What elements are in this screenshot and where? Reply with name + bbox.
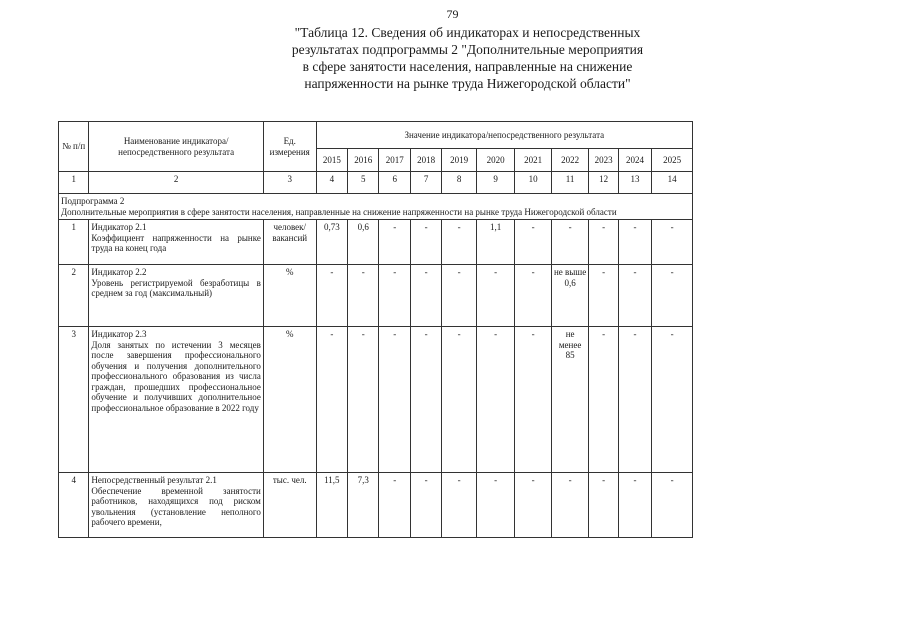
column-number: 14	[652, 172, 693, 194]
row-value: 0,6	[348, 220, 379, 265]
row-value: -	[618, 473, 651, 538]
row-value: -	[476, 473, 515, 538]
header-year: 2019	[442, 149, 476, 172]
column-number: 4	[316, 172, 347, 194]
header-year: 2025	[652, 149, 693, 172]
header-year: 2016	[348, 149, 379, 172]
row-value: -	[589, 265, 618, 327]
row-value: -	[442, 327, 476, 473]
row-text: Уровень регистрируемой безработицы в среднем за год (максимальный)	[91, 277, 261, 298]
row-label: Индикатор 2.2	[91, 267, 147, 277]
row-value: -	[410, 265, 441, 327]
row-name	[89, 473, 263, 538]
title-line: "Таблица 12. Сведения об индикаторах и непосредственных	[294, 25, 641, 40]
header-year: 2018	[410, 149, 441, 172]
title-line: в сфере занятости населения, направленные на снижение	[302, 59, 633, 74]
subprogram-cell	[59, 194, 693, 220]
row-value: -	[379, 220, 410, 265]
row-value: -	[589, 327, 618, 473]
row-value: -	[379, 265, 410, 327]
subprogram-row	[59, 194, 693, 220]
row-value: -	[618, 220, 651, 265]
column-number: 6	[379, 172, 410, 194]
column-number: 1	[59, 172, 89, 194]
column-number: 7	[410, 172, 441, 194]
indicators-table	[58, 121, 693, 538]
column-number: 11	[551, 172, 589, 194]
header-year: 2017	[379, 149, 410, 172]
row-name	[89, 327, 263, 473]
row-value: -	[652, 220, 693, 265]
row-value: -	[551, 220, 589, 265]
row-value: 7,3	[348, 473, 379, 538]
row-value: -	[316, 265, 347, 327]
header-year: 2015	[316, 149, 347, 172]
column-number: 12	[589, 172, 618, 194]
row-value: -	[515, 327, 552, 473]
row-value: -	[515, 473, 552, 538]
row-label: Непосредственный результат 2.1	[91, 475, 217, 485]
column-number: 2	[89, 172, 263, 194]
document-title	[180, 24, 755, 92]
column-number: 5	[348, 172, 379, 194]
row-label: Индикатор 2.1	[91, 222, 147, 232]
row-num: 1	[59, 220, 89, 265]
row-value: не менее 85	[551, 327, 589, 473]
row-value: -	[589, 220, 618, 265]
header-year: 2023	[589, 149, 618, 172]
header-year: 2024	[618, 149, 651, 172]
header-unit: Ед. измерения	[263, 122, 316, 172]
table-row	[59, 327, 693, 473]
row-value: 11,5	[316, 473, 347, 538]
row-num: 3	[59, 327, 89, 473]
row-value: -	[379, 473, 410, 538]
row-value: 1,1	[476, 220, 515, 265]
row-value: -	[652, 265, 693, 327]
row-value: -	[652, 327, 693, 473]
row-value: -	[442, 265, 476, 327]
table-row	[59, 220, 693, 265]
title-line: результатах подпрограммы 2 "Дополнительные мероприятия	[291, 42, 644, 57]
header-year: 2020	[476, 149, 515, 172]
header-year: 2022	[551, 149, 589, 172]
row-value: -	[476, 265, 515, 327]
row-text: Доля занятых по истечении 3 месяцев после завершения профессионального обучения и получения дополнительного профессионального образования из числа граждан, прошедших профессиональное обучение и получивших дополнительное профессиональное образование в 2022 году	[91, 339, 261, 413]
row-label: Индикатор 2.3	[91, 329, 147, 339]
row-value: -	[348, 265, 379, 327]
row-num: 2	[59, 265, 89, 327]
table-row	[59, 265, 693, 327]
header-num: № п/п	[59, 122, 89, 172]
row-text: Обеспечение временной занятости работников, находящихся под риском увольнения (установление неполного рабочего времени,	[91, 485, 261, 527]
row-name	[89, 265, 263, 327]
row-value: -	[442, 473, 476, 538]
page-number: 79	[446, 7, 459, 21]
row-name	[89, 220, 263, 265]
row-value: -	[410, 473, 441, 538]
subprogram-description: Дополнительные мероприятия в сфере занятости населения, направленные на снижение напряженности на рынке труда Нижегородской области	[61, 206, 617, 217]
row-num: 4	[59, 473, 89, 538]
row-unit: %	[263, 265, 316, 327]
row-value: -	[348, 327, 379, 473]
table-row	[59, 473, 693, 538]
row-value: 0,73	[316, 220, 347, 265]
column-number: 13	[618, 172, 651, 194]
row-value: -	[515, 220, 552, 265]
column-number: 9	[476, 172, 515, 194]
column-number-row	[59, 172, 693, 194]
row-value: -	[410, 327, 441, 473]
header-name: Наименование индикатора/непосредственного результата	[89, 122, 263, 172]
row-value: не выше 0,6	[551, 265, 589, 327]
title-line: напряженности на рынке труда Нижегородской области"	[304, 76, 631, 91]
header-value-group: Значение индикатора/непосредственного результата	[316, 122, 692, 149]
row-unit: тыс. чел.	[263, 473, 316, 538]
row-value: -	[476, 327, 515, 473]
row-value: -	[442, 220, 476, 265]
row-text: Коэффициент напряженности на рынке труда на конец года	[91, 232, 261, 253]
column-number: 10	[515, 172, 552, 194]
row-value: -	[551, 473, 589, 538]
row-value: -	[618, 265, 651, 327]
row-value: -	[515, 265, 552, 327]
row-value: -	[410, 220, 441, 265]
row-unit: %	[263, 327, 316, 473]
row-value: -	[618, 327, 651, 473]
row-unit: человек/вакансий	[263, 220, 316, 265]
column-number: 8	[442, 172, 476, 194]
row-value: -	[652, 473, 693, 538]
row-value: -	[316, 327, 347, 473]
subprogram-title: Подпрограмма 2	[61, 196, 125, 206]
column-number: 3	[263, 172, 316, 194]
header-year: 2021	[515, 149, 552, 172]
row-value: -	[379, 327, 410, 473]
row-value: -	[589, 473, 618, 538]
